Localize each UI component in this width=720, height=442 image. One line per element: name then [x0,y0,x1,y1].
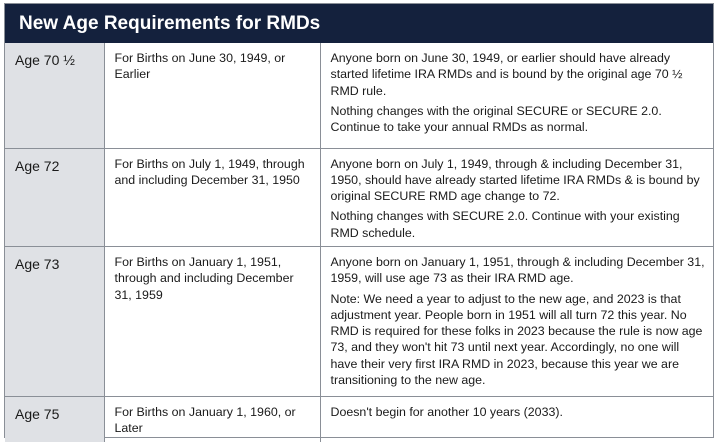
detail-paragraph: Anyone born on June 30, 1949, or earlier should have already started lifetime IRA RMDs and is bound by the original age 70 ½ RMD rule. [330,51,683,98]
rmd-table-card [4,3,714,438]
detail-paragraph: Anyone born on July 1, 1949, through & including December 31, 1950, should have already started lifetime IRA RMDs & is bound by original SECURE RMD age change to 72. [330,156,700,204]
table-row [5,246,713,396]
age-cell: Age 75 [5,396,104,441]
table-row [5,148,713,246]
age-cell: Age 70 ½ [5,43,104,148]
detail-cell [320,43,713,148]
detail-paragraph: Note: We need a year to adjust to the new age, and 2023 is that adjustment year. People born in 1951 will all turn 72 this year. No RMD is required for these folks in 2023 because the rule is now age 73, and they won't hit 73 until next year. Accordingly, no one will have their very first IRA RMD in 2023, because this year we are transitioning to the new age. [330,291,703,388]
detail-paragraph: Doesn't begin for another 10 years (2033). [330,404,563,419]
detail-paragraph: Nothing changes with the original SECURE or SECURE 2.0. Continue to take your annual RMDs as normal. [330,103,662,135]
rmd-requirements-table [5,43,713,442]
table-title: New Age Requirements for RMDs [5,4,713,43]
detail-paragraph: Nothing changes with SECURE 2.0. Continue with your existing RMD schedule. [330,209,680,240]
detail-cell [320,246,713,396]
births-cell: For Births on July 1, 1949, through and including December 31, 1950 [104,148,320,246]
detail-cell [320,396,713,441]
detail-paragraph: Anyone born on January 1, 1951, through & including December 31, 1959, will use age 73 as their IRA RMD age. [330,254,705,286]
table-row [5,396,713,441]
age-cell: Age 73 [5,246,104,396]
births-cell: For Births on January 1, 1951, through and including December 31, 1959 [104,246,320,396]
age-cell: Age 72 [5,148,104,246]
table-row [5,43,713,148]
births-cell: For Births on January 1, 1960, or Later [104,396,320,441]
births-cell: For Births on June 30, 1949, or Earlier [104,43,320,148]
detail-cell [320,148,713,246]
